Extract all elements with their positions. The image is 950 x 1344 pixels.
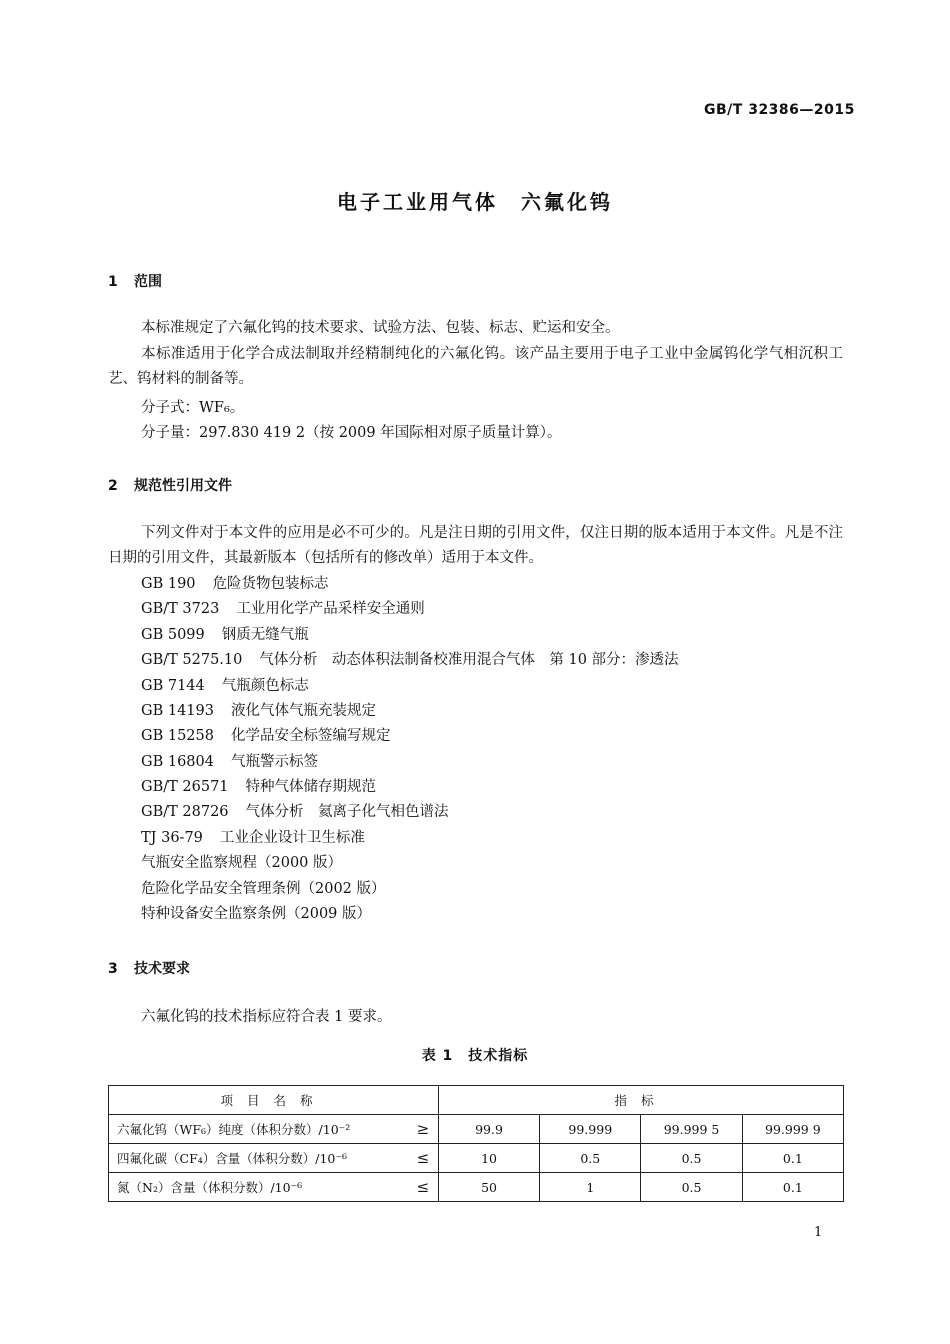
section-3-heading bbox=[108, 958, 190, 978]
ref-title: 工业企业设计卫生标准 bbox=[219, 830, 365, 846]
ref-item bbox=[141, 724, 390, 749]
document-title: 电子工业用气体 六氟化钨 bbox=[337, 190, 613, 214]
ref-code: GB 14193 bbox=[141, 703, 214, 719]
value-cell: 99.999 bbox=[540, 1115, 641, 1144]
ref-code: GB 15258 bbox=[141, 728, 214, 744]
value-cell: 0.5 bbox=[540, 1144, 641, 1173]
section-2-heading bbox=[108, 475, 232, 495]
ref-item bbox=[141, 648, 679, 673]
section-title: 技术要求 bbox=[134, 961, 190, 977]
value-cell: 99.999 5 bbox=[641, 1115, 742, 1144]
ref-code: TJ 36-79 bbox=[141, 830, 203, 846]
value-cell: 1 bbox=[540, 1173, 641, 1202]
ref-item bbox=[141, 775, 376, 800]
molecular-mass: 分子量：297.830 419 2（按 2009 年国际相对原子质量计算）。 bbox=[141, 425, 562, 441]
ref-title: 气体分析 动态体积法制备校准用混合气体 第 10 部分：渗透法 bbox=[259, 652, 679, 668]
table-header-row bbox=[109, 1086, 844, 1115]
ref-code: GB 7144 bbox=[141, 678, 205, 694]
table-caption: 表 1 技术指标 bbox=[421, 1048, 529, 1064]
table-row bbox=[109, 1144, 844, 1173]
value-cell: 0.5 bbox=[641, 1173, 742, 1202]
item-name: 六氟化钨（WF₆）纯度（体积分数）/10⁻² bbox=[109, 1115, 408, 1144]
value-cell: 50 bbox=[438, 1173, 539, 1202]
item-name: 氮（N₂）含量（体积分数）/10⁻⁶ bbox=[109, 1173, 408, 1202]
ref-item bbox=[141, 623, 309, 648]
table-row bbox=[109, 1173, 844, 1202]
ref-item bbox=[141, 572, 329, 597]
ref-code: GB 5099 bbox=[141, 627, 205, 643]
comparison-symbol: ≥ bbox=[408, 1115, 439, 1144]
value-cell: 0.5 bbox=[641, 1144, 742, 1173]
section-title: 规范性引用文件 bbox=[134, 478, 232, 494]
ref-title: 气体分析 氦离子化气相色谱法 bbox=[245, 804, 449, 820]
ref-item bbox=[141, 699, 376, 724]
ref-title: 液化气体气瓶充装规定 bbox=[230, 703, 376, 719]
ref-title: 钢质无缝气瓶 bbox=[221, 627, 309, 643]
ref-item bbox=[141, 674, 309, 699]
ref-code: GB/T 28726 bbox=[141, 804, 229, 820]
item-name: 四氟化碳（CF₄）含量（体积分数）/10⁻⁶ bbox=[109, 1144, 408, 1173]
value-cell: 99.9 bbox=[438, 1115, 539, 1144]
header-index: 指标 bbox=[438, 1086, 843, 1115]
standard-code: GB/T 32386—2015 bbox=[704, 102, 855, 118]
ref-code: GB/T 5275.10 bbox=[141, 652, 243, 668]
ref-item bbox=[141, 800, 449, 825]
tech-intro: 六氟化钨的技术指标应符合表 1 要求。 bbox=[141, 1009, 392, 1025]
section-1-heading bbox=[108, 271, 162, 291]
ref-item bbox=[141, 750, 318, 775]
ref-title: 工业用化学产品采样安全通则 bbox=[236, 601, 425, 617]
scope-paragraph-1: 本标准规定了六氟化钨的技术要求、试验方法、包装、标志、贮运和安全。 bbox=[141, 320, 620, 336]
table-row bbox=[109, 1115, 844, 1144]
ref-title: 气瓶警示标签 bbox=[230, 754, 318, 770]
regulation-item: 危险化学品安全管理条例（2002 版） bbox=[141, 881, 386, 897]
section-number: 1 bbox=[108, 274, 118, 290]
value-cell: 99.999 9 bbox=[742, 1115, 843, 1144]
comparison-symbol: ≤ bbox=[408, 1173, 439, 1202]
ref-title: 气瓶颜色标志 bbox=[221, 678, 309, 694]
molecular-formula: 分子式：WF₆。 bbox=[141, 400, 245, 416]
header-item-name: 项目名称 bbox=[109, 1086, 439, 1115]
section-title: 范围 bbox=[134, 274, 162, 290]
value-cell: 10 bbox=[438, 1144, 539, 1173]
ref-code: GB/T 3723 bbox=[141, 601, 220, 617]
norm-refs-intro: 下列文件对于本文件的应用是必不可少的。凡是注日期的引用文件，仅注日期的版本适用于本文件。凡是不注日期的引用文件，其最新版本（包括所有的修改单）适用于本文件。 bbox=[108, 525, 843, 566]
ref-code: GB 190 bbox=[141, 576, 196, 592]
value-cell: 0.1 bbox=[742, 1144, 843, 1173]
comparison-symbol: ≤ bbox=[408, 1144, 439, 1173]
ref-item bbox=[141, 826, 365, 851]
page-number: 1 bbox=[814, 1225, 823, 1240]
scope-paragraph-2: 本标准适用于化学合成法制取并经精制纯化的六氟化钨。该产品主要用于电子工业中金属钨化学气相沉积工艺、钨材料的制备等。 bbox=[108, 346, 843, 387]
ref-title: 危险货物包装标志 bbox=[212, 576, 329, 592]
section-number: 3 bbox=[108, 961, 118, 977]
regulation-item: 特种设备安全监察条例（2009 版） bbox=[141, 906, 372, 922]
ref-item bbox=[141, 597, 425, 622]
ref-title: 化学品安全标签编写规定 bbox=[230, 728, 391, 744]
ref-code: GB 16804 bbox=[141, 754, 214, 770]
ref-code: GB/T 26571 bbox=[141, 779, 229, 795]
ref-title: 特种气体储存期规范 bbox=[245, 779, 377, 795]
value-cell: 0.1 bbox=[742, 1173, 843, 1202]
tech-spec-table bbox=[108, 1085, 844, 1202]
section-number: 2 bbox=[108, 478, 118, 494]
regulation-item: 气瓶安全监察规程（2000 版） bbox=[141, 855, 343, 871]
